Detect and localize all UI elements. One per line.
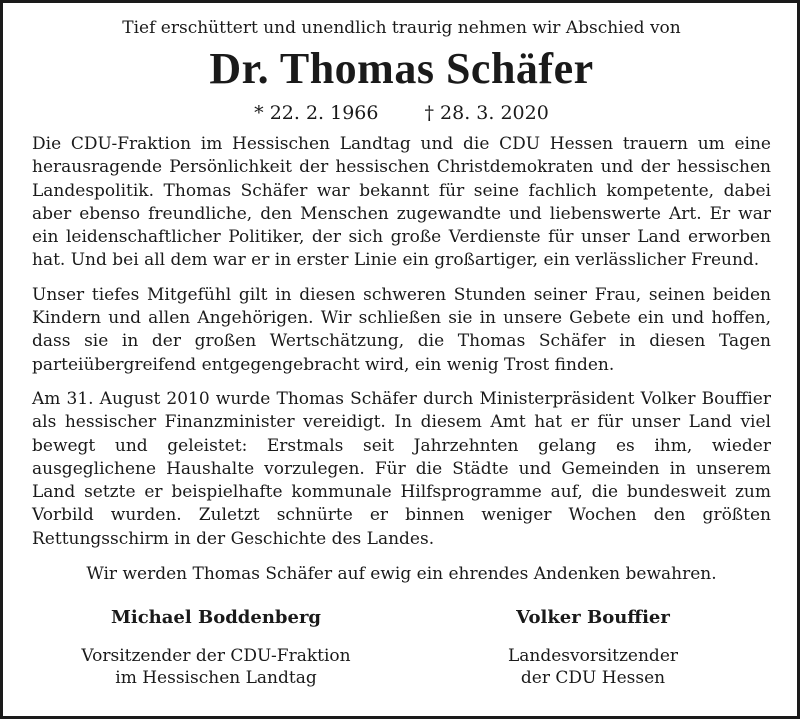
obituary-text [32,133,771,551]
signer-role-line1: Landesvorsitzender [507,646,679,667]
paragraph-tribute: Die CDU-Fraktion im Hessischen Landtag und die CDU Hessen trauern um eine herausragende Persönlichkeit der hessischen Christdemokraten und der hessischen Landespolitik. Thomas Schäfer war bekannt für seine fachlich kompetente, dabei aber ebenso freundliche, den Menschen zugewandte und liebenswerte Art. Er war ein leidenschaftlicher Politiker, der sich große Verdienste für unser Land erworben hat. Und bei all dem war er in erster Linie ein großartiger, ein verlässlicher Freund. [32,134,771,271]
deceased-name: Dr. Thomas Schäfer [209,44,594,93]
birth-date: * 22. 2. 1966 [254,102,379,124]
signer-role-line1: Vorsitzender der CDU-Fraktion [81,646,351,667]
life-dates [32,101,771,125]
signer-boddenberg [46,607,386,689]
intro-line: Tief erschüttert und unendlich traurig nehmen wir Abschied von [122,18,681,38]
signer-role-line2: der CDU Hessen [520,668,666,689]
paragraph-condolence: Unser tiefes Mitgefühl gilt in diesen schweren Stunden seiner Frau, seinen beiden Kindern und allen Angehörigen. Wir schließen sie in unsere Gebete ein und hoffen, dass sie in der großen Wertschätzung, die Thomas Schäfer in diesen Tagen parteiübergreifend entgegengebracht wird, ein wenig Trost finden. [32,284,771,375]
signer-name: Volker Bouffier [516,607,670,629]
signer-bouffier [423,607,763,689]
death-date: † 28. 3. 2020 [424,102,549,124]
closing-line: Wir werden Thomas Schäfer auf ewig ein ehrendes Andenken bewahren. [86,564,717,585]
signer-name: Michael Boddenberg [110,607,322,629]
signer-role-line2: im Hessischen Landtag [115,668,317,689]
signatories [32,607,771,689]
paragraph-career: Am 31. August 2010 wurde Thomas Schäfer durch Ministerpräsident Volker Bouffier als hessischer Finanzminister vereidigt. In diesem Amt hat er für unser Land viel bewegt und geleistet: Erstmals seit Jahrzehnten gelang es ihm, wieder ausgeglichene Haushalte vorzulegen. Für die Städte und Gemeinden in unserem Land setzte er beispielhafte kommunale Hilfsprogramme auf, die bundesweit zum Vorbild wurden. Zuletzt schnürte er binnen weniger Wochen den größten Rettungsschirm in der Geschichte des Landes. [32,388,771,549]
